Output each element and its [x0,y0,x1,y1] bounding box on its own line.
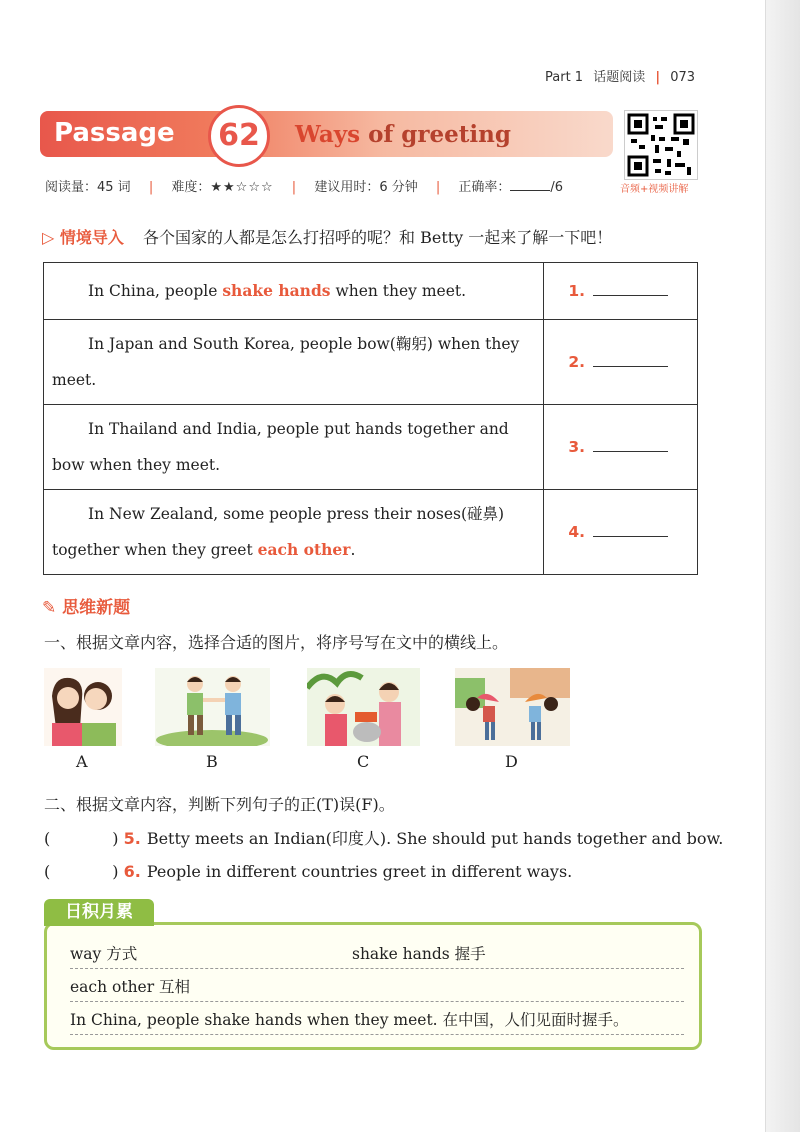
answer-cell [544,405,698,490]
title-rest: of greeting [368,121,511,148]
picture-label-c: C [357,752,370,771]
intro-text: 各个国家的人都是怎么打招呼的呢？和 Betty 一起来了解一下吧！ [143,228,613,247]
accuracy-label: 正确率： [458,180,511,195]
row-text-end: when they meet. [330,282,467,300]
item-number: 5. [123,829,141,848]
picture-label-d: D [505,752,518,771]
intro-tag-label: 情境导入 [59,228,124,247]
accuracy-blank[interactable] [510,190,550,191]
row-text: In New Zealand, some people press their noses(碰鼻) together when they greet [52,505,505,559]
answer-cell [544,490,698,575]
row-text: In Thailand and India, people put hands together and bow when they meet. [52,420,509,474]
answer-number: 1. [568,282,586,300]
vocab-tag: 日积月累 [44,899,154,926]
passage-number: 62 [208,105,270,167]
row-text: In China, people [88,282,223,300]
page-edge [765,0,800,1132]
answer-blank[interactable] [593,352,668,367]
passage-label: Passage [54,118,175,148]
picture-a[interactable] [44,668,122,746]
answer-paren-open: ( [44,862,51,881]
word-count: 阅读量：45 词 [45,180,131,195]
answer-cell [544,320,698,405]
passage-table [43,262,698,575]
passage-banner [40,111,613,157]
answer-blank[interactable] [593,281,668,296]
section-title-text: 思维新题 [62,598,131,618]
vocab-row [70,940,684,969]
section-title [42,593,130,618]
running-header [545,66,695,85]
table-row [44,490,698,575]
item-text: People in different countries greet in different ways. [146,862,573,881]
meta-sep: | [435,180,441,195]
part-label: Part 1 [545,70,584,85]
item-text: Betty meets an Indian(印度人). She should put hands together and bow. [146,829,724,848]
question-1-prompt: 一、根据文章内容，选择合适的图片，将序号写在文中的横线上。 [44,633,509,652]
passage-cell [44,405,544,490]
table-row [44,405,698,490]
vocab-example: In China, people shake hands when they meet. 在中国，人们见面时握手。 [70,1011,629,1029]
question-2-prompt: 二、根据文章内容，判断下列句子的正(T)误(F)。 [44,795,395,814]
highlight-phrase: shake hands [222,281,331,300]
passage-cell [44,263,544,320]
vocab-row [70,1006,684,1035]
accuracy-total: /6 [550,180,564,195]
vocab-row [70,973,684,1002]
answer-blank[interactable] [593,522,668,537]
qr-caption: 音频+视频讲解 [620,184,689,195]
page-number: 073 [670,70,696,85]
difficulty-stars-icon: ★★☆☆☆ [210,180,274,195]
picture-b[interactable] [155,668,270,746]
suggested-time: 建议用时：6 分钟 [314,180,418,195]
answer-number: 4. [568,523,586,541]
item-number: 6. [123,862,141,881]
play-arrow-icon: ▷ [42,228,55,247]
answer-paren-close: ) [112,862,119,881]
meta-sep: | [148,180,154,195]
table-row [44,263,698,320]
picture-d[interactable] [455,668,570,746]
pencil-icon: ✎ [42,598,57,618]
tf-item-6 [44,862,572,881]
difficulty-label: 难度： [171,180,211,195]
intro-tag [42,228,124,247]
tf-item-5 [44,826,723,849]
header-divider: | [655,70,661,85]
picture-c[interactable] [307,668,420,746]
answer-cell [544,263,698,320]
topic-label: 话题阅读 [593,70,646,85]
row-text-end: . [350,541,356,559]
passage-cell [44,320,544,405]
passage-cell [44,490,544,575]
answer-paren-open: ( [44,829,51,848]
picture-label-a: A [76,752,88,771]
answer-number: 3. [568,438,586,456]
passage-title [295,121,511,148]
intro-line [42,225,612,248]
qr-code-icon[interactable] [624,110,698,180]
answer-number: 2. [568,353,586,371]
highlight-phrase: each other [257,540,351,559]
answer-blank[interactable] [593,437,668,452]
reading-meta [45,176,563,195]
title-word-ways: Ways [295,121,361,148]
vocab-item: each other 互相 [70,978,191,996]
vocab-item: shake hands 握手 [352,945,486,963]
row-text: In Japan and South Korea, people bow(鞠躬) when they meet. [52,335,520,389]
meta-sep: | [291,180,297,195]
picture-label-b: B [206,752,218,771]
vocab-item: way 方式 [70,945,138,963]
answer-paren-close: ) [112,829,119,848]
table-row [44,320,698,405]
